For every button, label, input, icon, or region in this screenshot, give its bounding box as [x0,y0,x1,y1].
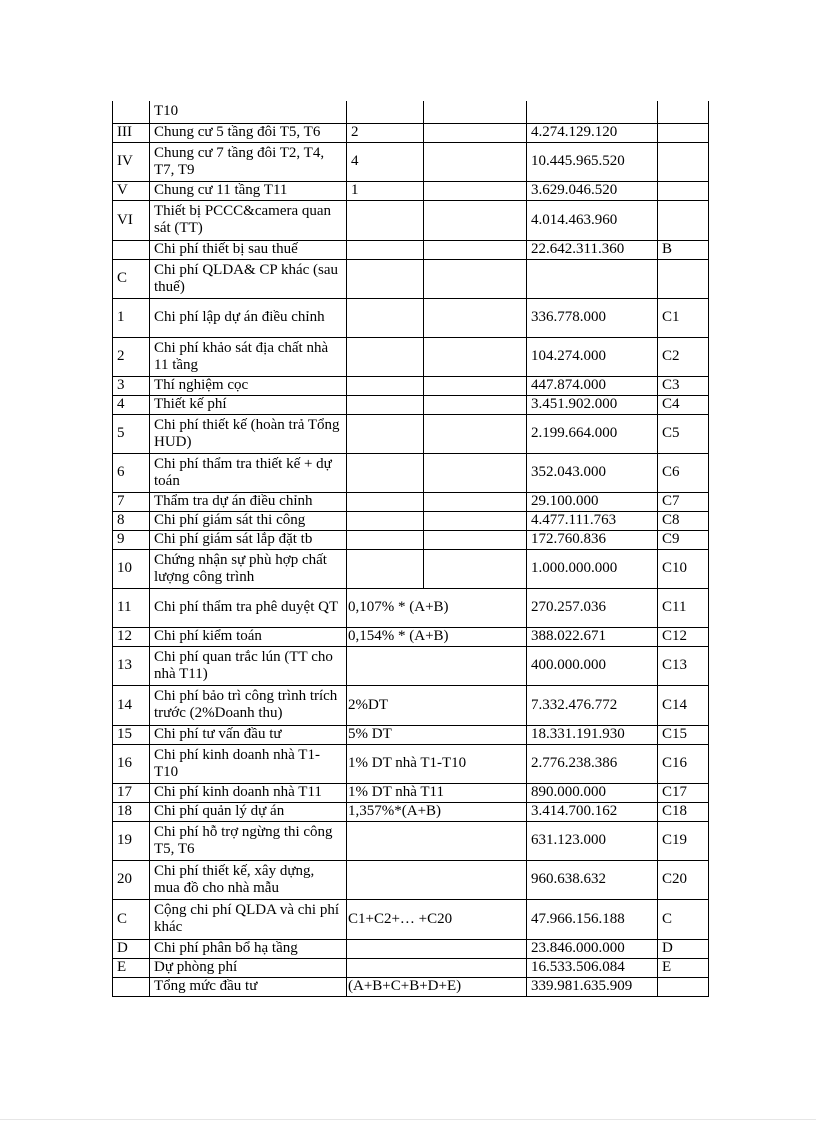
row-value: 960.638.632 [527,860,658,899]
row-no: III [113,123,150,142]
row-formula [347,511,424,530]
row-formula [347,939,527,958]
row-formula [347,200,424,240]
row-no: VI [113,200,150,240]
table-row [113,101,709,123]
row-code: C5 [658,414,709,453]
row-name: Chung cư 5 tầng đôi T5, T6 [150,123,347,142]
table-row [113,240,709,259]
row-no: 14 [113,685,150,725]
row-name: Chi phí quản lý dự án [150,802,347,821]
row-name: Tổng mức đầu tư [150,977,347,996]
row-extra [424,123,527,142]
row-value: 447.874.000 [527,376,658,395]
row-name: Chi phí kinh doanh nhà T1-T10 [150,744,347,783]
row-no: 6 [113,453,150,492]
table-row [113,783,709,802]
row-code: C16 [658,744,709,783]
row-value: 7.332.476.772 [527,685,658,725]
cost-table-body [113,101,709,996]
row-code: C3 [658,376,709,395]
table-row [113,259,709,298]
row-value: 47.966.156.188 [527,899,658,939]
row-value: 3.414.700.162 [527,802,658,821]
row-formula [347,240,424,259]
row-no: 8 [113,511,150,530]
row-value: 4.477.111.763 [527,511,658,530]
row-code: C12 [658,627,709,646]
row-name: Chi phí khảo sát địa chất nhà 11 tầng [150,337,347,376]
row-formula [347,395,424,414]
row-name: Chứng nhận sự phù hợp chất lượng công trình [150,549,347,588]
table-row [113,492,709,511]
row-code: C14 [658,685,709,725]
row-value: 3.629.046.520 [527,181,658,200]
row-formula: 4 [347,142,424,181]
row-code [658,142,709,181]
row-extra [424,240,527,259]
row-extra [424,101,527,123]
table-row [113,860,709,899]
row-formula: 1 [347,181,424,200]
row-no: 18 [113,802,150,821]
row-no: 17 [113,783,150,802]
row-value: 16.533.506.084 [527,958,658,977]
row-code: C4 [658,395,709,414]
row-extra [424,511,527,530]
row-code: C17 [658,783,709,802]
row-name: Chi phí thiết kế (hoàn trả Tổng HUD) [150,414,347,453]
row-formula: 2%DT [347,685,527,725]
table-row [113,958,709,977]
row-code: C1 [658,298,709,337]
row-no: C [113,259,150,298]
row-formula [347,530,424,549]
row-code: C6 [658,453,709,492]
row-no [113,240,150,259]
row-code: C19 [658,821,709,860]
row-extra [424,395,527,414]
table-row [113,453,709,492]
row-name: Chi phí thẩm tra thiết kế + dự toán [150,453,347,492]
row-name: Chi phí kiểm toán [150,627,347,646]
row-code: C2 [658,337,709,376]
row-formula [347,337,424,376]
row-value: 10.445.965.520 [527,142,658,181]
row-no: 12 [113,627,150,646]
row-no: E [113,958,150,977]
table-row [113,511,709,530]
row-no: 4 [113,395,150,414]
row-value: 270.257.036 [527,588,658,627]
row-extra [424,376,527,395]
row-name: Dự phòng phí [150,958,347,977]
row-name: T10 [150,101,347,123]
table-row [113,414,709,453]
row-code: C10 [658,549,709,588]
row-formula: 1% DT nhà T11 [347,783,527,802]
row-value: 388.022.671 [527,627,658,646]
row-extra [424,142,527,181]
row-value: 172.760.836 [527,530,658,549]
row-value: 352.043.000 [527,453,658,492]
table-row [113,646,709,685]
table-row [113,685,709,725]
row-no: 20 [113,860,150,899]
row-formula [347,259,424,298]
table-row [113,802,709,821]
row-name: Thẩm tra dự án điều chỉnh [150,492,347,511]
row-formula: 2 [347,123,424,142]
row-extra [424,259,527,298]
table-row [113,627,709,646]
row-no: 10 [113,549,150,588]
row-no: V [113,181,150,200]
row-code [658,259,709,298]
row-value: 29.100.000 [527,492,658,511]
row-value: 18.331.191.930 [527,725,658,744]
row-no: IV [113,142,150,181]
row-extra [424,453,527,492]
row-value: 2.199.664.000 [527,414,658,453]
cost-table [112,101,709,997]
row-name: Chi phí giám sát thi công [150,511,347,530]
row-value: 400.000.000 [527,646,658,685]
table-row [113,142,709,181]
table-row [113,588,709,627]
row-name: Chi phí thiết kế, xây dựng, mua đồ cho nhà mẫu [150,860,347,899]
row-name: Chi phí lập dự án điều chỉnh [150,298,347,337]
row-code: E [658,958,709,977]
row-no: C [113,899,150,939]
row-formula: 1,357%*(A+B) [347,802,527,821]
row-formula [347,453,424,492]
row-code [658,200,709,240]
row-code: C15 [658,725,709,744]
row-no: 19 [113,821,150,860]
row-value: 2.776.238.386 [527,744,658,783]
row-extra [424,530,527,549]
page-bottom-edge [0,1119,816,1120]
row-code: C7 [658,492,709,511]
row-formula: 5% DT [347,725,527,744]
table-row [113,530,709,549]
row-extra [424,492,527,511]
row-name: Chung cư 11 tầng T11 [150,181,347,200]
row-extra [424,337,527,376]
row-value: 890.000.000 [527,783,658,802]
row-no [113,101,150,123]
row-extra [424,181,527,200]
row-formula [347,376,424,395]
row-value: 4.014.463.960 [527,200,658,240]
row-code [658,181,709,200]
row-no: 7 [113,492,150,511]
row-code: C18 [658,802,709,821]
row-formula [347,492,424,511]
row-extra [424,298,527,337]
row-value: 631.123.000 [527,821,658,860]
row-code: C9 [658,530,709,549]
row-code: B [658,240,709,259]
row-formula [347,414,424,453]
row-name: Thí nghiệm cọc [150,376,347,395]
row-code: D [658,939,709,958]
row-formula [347,646,527,685]
table-row [113,977,709,996]
row-value: 4.274.129.120 [527,123,658,142]
row-value [527,259,658,298]
row-name: Chi phí hỗ trợ ngừng thi công T5, T6 [150,821,347,860]
row-name: Chi phí thẩm tra phê duyệt QT [150,588,347,627]
row-formula [347,860,527,899]
table-row [113,725,709,744]
table-row [113,298,709,337]
row-code [658,101,709,123]
row-no: 13 [113,646,150,685]
row-no [113,977,150,996]
row-value: 104.274.000 [527,337,658,376]
row-formula: 0,154% * (A+B) [347,627,527,646]
row-no: 16 [113,744,150,783]
row-formula [347,549,424,588]
row-name: Thiết bị PCCC&camera quan sát (TT) [150,200,347,240]
row-name: Chi phí thiết bị sau thuế [150,240,347,259]
row-name: Chi phí kinh doanh nhà T11 [150,783,347,802]
row-name: Chi phí QLDA& CP khác (sau thuế) [150,259,347,298]
row-value: 3.451.902.000 [527,395,658,414]
row-formula [347,298,424,337]
row-value: 23.846.000.000 [527,939,658,958]
row-value: 336.778.000 [527,298,658,337]
row-no: 3 [113,376,150,395]
row-code [658,977,709,996]
row-code: C8 [658,511,709,530]
row-no: D [113,939,150,958]
row-name: Chi phí quan trắc lún (TT cho nhà T11) [150,646,347,685]
row-extra [424,200,527,240]
row-formula: C1+C2+… +C20 [347,899,527,939]
table-row [113,939,709,958]
table-row [113,549,709,588]
row-no: 11 [113,588,150,627]
row-name: Thiết kế phí [150,395,347,414]
row-code: C13 [658,646,709,685]
row-name: Chi phí tư vấn đầu tư [150,725,347,744]
row-no: 9 [113,530,150,549]
row-value [527,101,658,123]
row-code: C11 [658,588,709,627]
row-no: 5 [113,414,150,453]
row-no: 1 [113,298,150,337]
table-row [113,395,709,414]
row-code: C [658,899,709,939]
row-name: Chi phí phân bổ hạ tầng [150,939,347,958]
row-extra [424,549,527,588]
row-no: 2 [113,337,150,376]
table-row [113,181,709,200]
row-name: Cộng chi phí QLDA và chi phí khác [150,899,347,939]
row-formula: 0,107% * (A+B) [347,588,527,627]
row-name: Chung cư 7 tầng đôi T2, T4, T7, T9 [150,142,347,181]
row-name: Chi phí bảo trì công trình trích trước (2%Doanh thu) [150,685,347,725]
row-name: Chi phí giám sát lắp đặt tb [150,530,347,549]
row-formula: (A+B+C+B+D+E) [347,977,527,996]
table-row [113,376,709,395]
row-formula [347,821,527,860]
table-row [113,337,709,376]
row-formula [347,958,527,977]
row-value: 1.000.000.000 [527,549,658,588]
table-row [113,200,709,240]
row-value: 22.642.311.360 [527,240,658,259]
row-value: 339.981.635.909 [527,977,658,996]
row-formula [347,101,424,123]
row-code: C20 [658,860,709,899]
row-extra [424,414,527,453]
table-row [113,744,709,783]
table-row [113,899,709,939]
table-row [113,123,709,142]
row-no: 15 [113,725,150,744]
row-code [658,123,709,142]
row-formula: 1% DT nhà T1-T10 [347,744,527,783]
table-row [113,821,709,860]
